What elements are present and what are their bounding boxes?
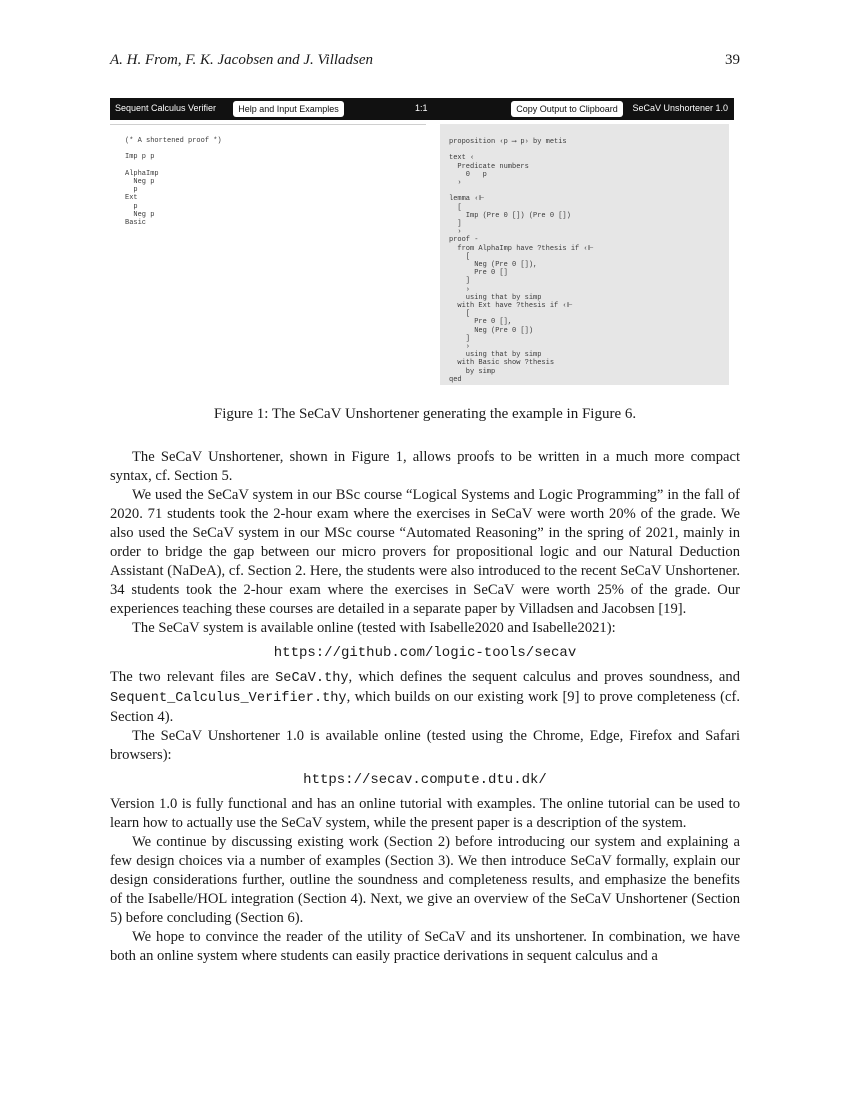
unshortener-title: SeCaV Unshortener 1.0: [632, 103, 728, 113]
output-code: proposition ‹p ⟶ p› by metis text ‹ Predicate numbers 0 p › lemma ‹⊩ [ Imp (Pre 0 []) (Pre 0 []) ] › proof - from AlphaImp have ?thesis if ‹⊩ [ Neg (Pre 0 []), Pre 0 [] ] › using that by simp with Ext have ?thesis if ‹⊩ [ Pre 0 [], Neg (Pre 0 []) ] › using that by simp with Basic show ?thesis by simp qed: [449, 138, 594, 384]
paragraph: Version 1.0 is fully functional and has an online tutorial with examples. The online tutorial can be used to learn how to actually use the SeCaV system, while the present paper is a description of the system.: [110, 796, 740, 831]
text-span: , which defines the sequent calculus and proves soundness, and: [348, 669, 740, 685]
paragraph: We hope to convince the reader of the utility of SeCaV and its unshortener. In combination, we have both an online system where students can easily practice derivations in sequent calculus and a: [110, 929, 740, 964]
figure-caption: Figure 1: The SeCaV Unshortener generating the example in Figure 6.: [213, 406, 637, 422]
github-url: https://github.com/logic-tools/secav: [273, 645, 577, 661]
paragraph: [110, 668, 740, 727]
body-text: [110, 448, 740, 966]
running-head: [110, 50, 740, 70]
help-examples-button[interactable]: Help and Input Examples: [233, 101, 344, 117]
page-number: 39: [725, 52, 740, 68]
paragraph: The SeCaV system is available online (tested with Isabelle2020 and Isabelle2021):: [132, 620, 616, 636]
isabelle-output-pane: [440, 124, 729, 385]
paragraph: The SeCaV Unshortener, shown in Figure 1, allows proofs to be written in a much more compact syntax, cf. Section 5.: [110, 449, 740, 484]
running-head-authors: A. H. From, F. K. Jacobsen and J. Villadsen: [110, 52, 374, 68]
paragraph: The SeCaV Unshortener 1.0 is available online (tested using the Chrome, Edge, Firefox and Safari browsers):: [110, 728, 740, 763]
figure-secav-screenshot: [110, 98, 734, 388]
copy-output-button[interactable]: Copy Output to Clipboard: [511, 101, 623, 117]
text-span: The two relevant files are: [110, 669, 276, 685]
file-name: Sequent_Calculus_Verifier.thy: [110, 691, 347, 706]
app-name: Sequent Calculus Verifier: [115, 103, 217, 113]
file-name: SeCaV.thy: [275, 671, 349, 686]
app-toolbar: [110, 98, 734, 120]
paragraph: We continue by discussing existing work (Section 2) before introducing our system and explaining a few design choices via a number of examples (Section 3). We then introduce SeCaV formally, explain our design considerations further, outline the soundness and completeness results, and emphasize the benefits of the Isabelle/HOL integration (Section 4). Next, we give an overview of the SeCaV Unshortener (Section 5) before concluding (Section 6).: [110, 834, 740, 926]
zoom-ratio: 1:1: [415, 103, 428, 113]
paragraph: We used the SeCaV system in our BSc course “Logical Systems and Logic Programming” in the fall of 2020. 71 students took the 2-hour exam where the exercises in SeCaV were worth 20% of the grade. We also used the SeCaV system in our MSc course “Automated Reasoning” in the spring of 2021, mainly in order to bridge the gap between our micro provers for propositional logic and our Natural Deduction Assistant (NaDeA), cf. Section 2. Here, the students were also introduced to the recent SeCaV Unshortener. 34 students took the 2-hour exam where the exercises in SeCaV were worth 25% of the grade. Our experiences teaching these courses are detailed in a separate paper by Villadsen and Jacobsen [19].: [110, 487, 740, 617]
unshortener-url: https://secav.compute.dtu.dk/: [303, 772, 547, 788]
input-code: (* A shortened proof *) Imp p p AlphaImp Neg p p Ext p Neg p Basic: [125, 137, 222, 228]
text-span: , which builds on our existing work [9] to prove completeness (cf. Section 4).: [110, 689, 740, 725]
proof-input-editor[interactable]: [110, 124, 426, 387]
